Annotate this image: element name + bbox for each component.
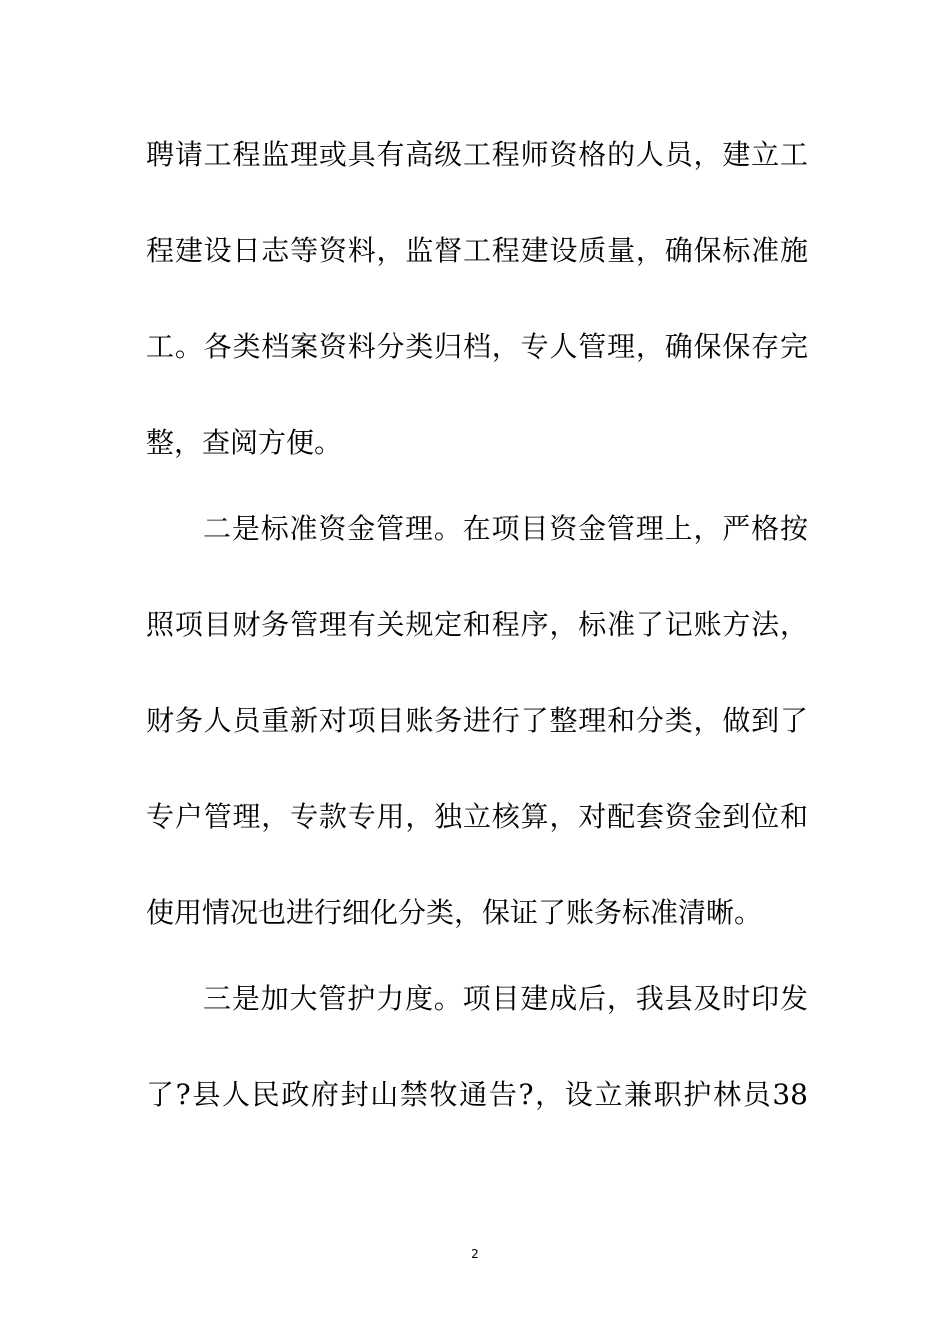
text-line: 使用情况也进行细化分类，保证了账务标准清晰。 — [146, 896, 763, 929]
text-line: 照项目财务管理有关规定和程序，标准了记账方法， — [146, 608, 808, 641]
text-line: 了?县人民政府封山禁牧通告?，设立兼职护林员38 — [146, 1078, 808, 1111]
text-line: 聘请工程监理或具有高级工程师资格的人员，建立工 — [146, 138, 808, 171]
paragraph-start-line: 二是标准资金管理。在项目资金管理上，严格按 — [203, 512, 808, 545]
text-line: 专户管理，专款专用，独立核算，对配套资金到位和 — [146, 800, 808, 833]
page-number: 2 — [471, 1247, 479, 1261]
text-line: 工。各类档案资料分类归档，专人管理，确保保存完 — [146, 330, 808, 363]
text-line: 程建设日志等资料，监督工程建设质量，确保标准施 — [146, 234, 808, 267]
paragraph-start-line: 三是加大管护力度。项目建成后，我县及时印发 — [203, 982, 808, 1015]
text-line: 整，查阅方便。 — [146, 426, 343, 459]
text-line: 财务人员重新对项目账务进行了整理和分类，做到了 — [146, 704, 808, 737]
